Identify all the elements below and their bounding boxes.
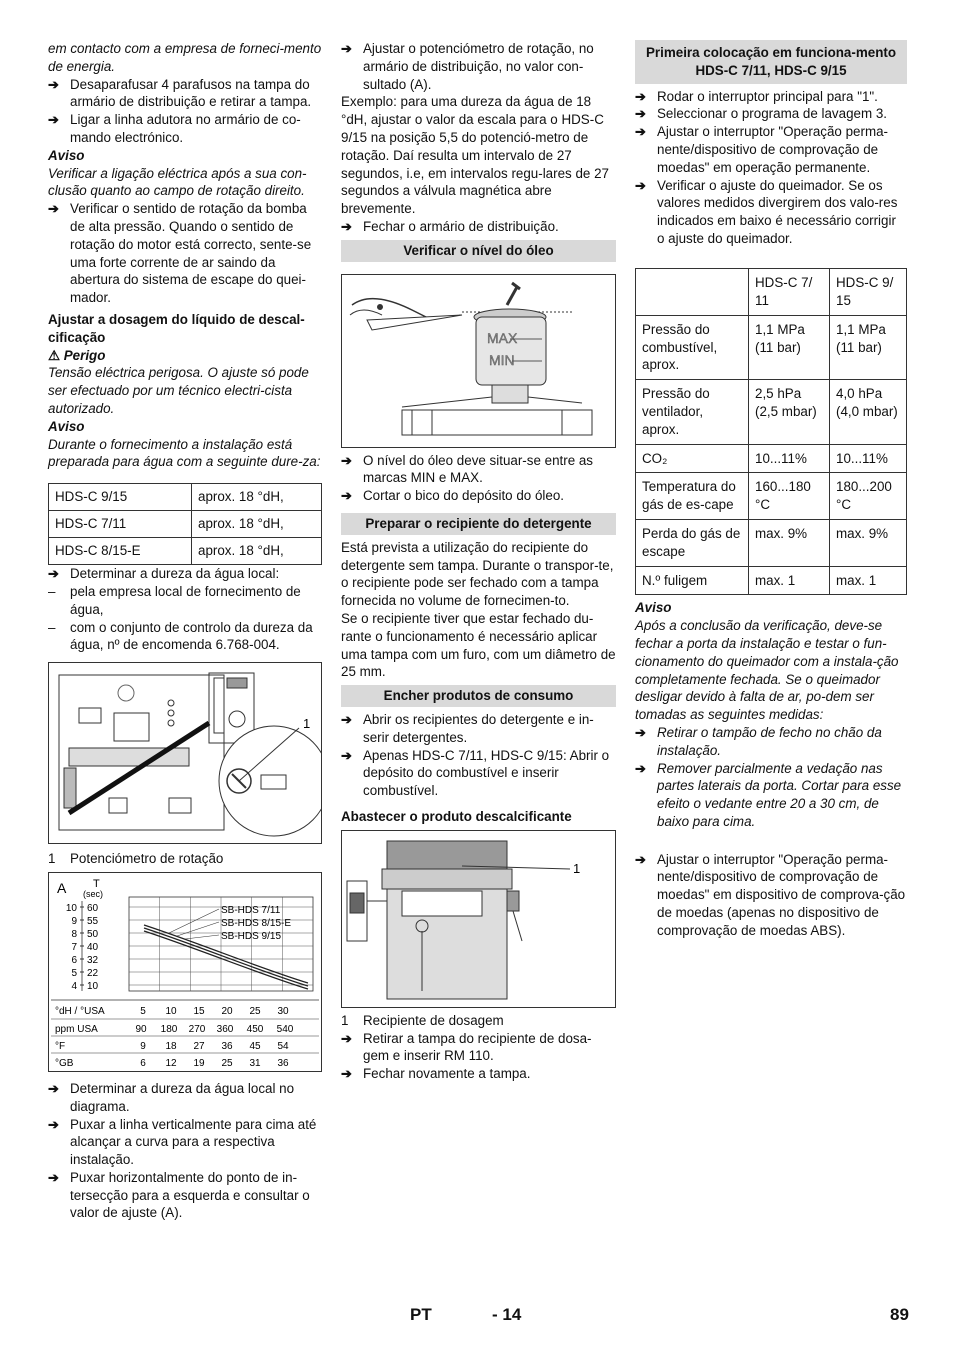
axis-label-a: A bbox=[57, 879, 67, 896]
step-horizontal: ➔ Puxar horizontalmente do ponto de in-tersecção para a esquerda e consultar o valor de ajuste (A). bbox=[48, 1169, 310, 1221]
tick-label-t: 32 bbox=[87, 954, 99, 966]
aviso-text: Após a conclusão da verificação, deve-se fechar a porta da instalação e testar o fun-cionamento do queimador com a instala-ção completamente fechada. Se o queimador desligar devido à falta de ar, po-dem ser tomadas as seguintes medidas: bbox=[635, 618, 899, 723]
legend-label: SB-HDS 8/15-E bbox=[221, 917, 292, 929]
aviso-title: Aviso bbox=[48, 418, 85, 434]
burner-table bbox=[635, 268, 907, 596]
step-vertical: ➔ Puxar a linha verticalmente para cima até alcançar a curva para a respectiva instalação. bbox=[48, 1116, 317, 1168]
tick-label-x: 36 bbox=[277, 1057, 289, 1069]
arrow-icon: ➔ bbox=[341, 711, 352, 727]
tick-label-x: 27 bbox=[193, 1040, 205, 1052]
heading-oil: Verificar o nível do óleo bbox=[341, 240, 616, 262]
arrow-icon: ➔ bbox=[341, 747, 352, 763]
arrow-icon: ➔ bbox=[48, 1169, 59, 1185]
step-rotation: ➔ Verificar o sentido de rotação da bomba de alta pressão. Quando o sentido de rotação do motor está correcto, sente-se uma forte corrente de ar saindo da abertura do sistema de escape do quei-mador. bbox=[48, 201, 312, 306]
tick-label-x: 360 bbox=[216, 1023, 234, 1035]
column-left bbox=[48, 40, 322, 1222]
footer-page-number: 89 bbox=[890, 1305, 909, 1324]
arrow-icon: ➔ bbox=[341, 218, 352, 234]
axis-label-t: T bbox=[93, 877, 100, 890]
step-plug: ➔ Retirar o tampão de fecho no chão da instalação. bbox=[635, 724, 882, 758]
perigo-title: ⚠ Perigo bbox=[48, 347, 106, 363]
tick-label-x: 270 bbox=[188, 1023, 206, 1035]
tick-label-t: 50 bbox=[87, 928, 99, 940]
figure-caption: 1 Recipiente de dosagem bbox=[341, 1012, 504, 1028]
axis-unit: (sec) bbox=[83, 888, 103, 899]
heading-first-use: Primeira colocação em funciona-mento HDS-C 7/11, HDS-C 9/15 bbox=[635, 40, 907, 84]
aviso-text: Verificar a ligação eléctrica após a sua con-clusão quanto ao campo de rotação direito. bbox=[48, 165, 307, 199]
arrow-icon: ➔ bbox=[341, 41, 352, 56]
tick-label-t: 55 bbox=[87, 915, 99, 927]
tick-label-a: 8 bbox=[71, 928, 77, 940]
table-row: Pressão do ventilador, aprox. 2,5 hPa (2,5 mbar) 4,0 hPa (4,0 mbar) bbox=[636, 380, 907, 444]
example-text: Exemplo: para uma dureza da água de 18 °dH, ajustar o valor da escala para o HDS-C 9/15 na posição 5,5 do potenció-metro de rotação. Daí resulta um intervalo de 27 segundos, i.e, em intervalos regu-lares de 27 segundos a válvula magnética abre brevemente. bbox=[341, 94, 609, 217]
table-row: Temperatura do gás de es-cape 160...180 °C 180...200 °C bbox=[636, 473, 907, 520]
tick-label-t: 60 bbox=[87, 902, 99, 914]
arrow-icon: ➔ bbox=[48, 1116, 59, 1132]
table-row: HDS-C 9/15 aprox. 18 °dH, bbox=[49, 484, 322, 511]
tick-label-x: 31 bbox=[249, 1057, 261, 1069]
tick-label-x: 19 bbox=[193, 1057, 205, 1069]
arrow-icon: ➔ bbox=[48, 1080, 59, 1096]
table-row: HDS-C 8/15-E aprox. 18 °dH, bbox=[49, 538, 322, 565]
arrow-icon: ➔ bbox=[635, 724, 646, 740]
legend-label: SB-HDS 9/15 bbox=[221, 930, 282, 942]
min-label: MIN bbox=[489, 351, 515, 368]
step-program: ➔ Seleccionar o programa de lavagem 3. bbox=[635, 106, 888, 122]
table-row: HDS-C 7/11 aprox. 18 °dH, bbox=[49, 511, 322, 538]
list-item: – com o conjunto de controlo da dureza da água, nº de encomenda 6.768-004. bbox=[48, 619, 313, 653]
step-main-switch: ➔ Rodar o interruptor principal para "1". bbox=[635, 88, 878, 104]
step-determine: ➔ Determinar a dureza da água local: bbox=[48, 566, 280, 582]
figure-caption: 1 Potenciómetro de rotação bbox=[48, 851, 224, 867]
step-switch-coin: ➔ Ajustar o interruptor "Operação perma-nente/dispositivo de comprovação de moedas" em dispositivo de comprova-ção de moedas (apenas no dispositivo de comprovação de moedas ABS). bbox=[635, 851, 906, 938]
max-label: MAX bbox=[487, 329, 518, 346]
figure-oil-level bbox=[341, 274, 616, 448]
heading-dosage: Ajustar a dosagem do líquido de descal-cificação bbox=[48, 311, 305, 345]
arrow-icon: ➔ bbox=[48, 566, 59, 582]
arrow-icon: ➔ bbox=[635, 760, 646, 776]
arrow-icon: ➔ bbox=[341, 488, 352, 504]
step-diagram: ➔ Determinar a dureza da água local no diagrama. bbox=[48, 1080, 295, 1114]
tick-label-x: 450 bbox=[246, 1023, 264, 1035]
list-item: – pela empresa local de fornecimento de água, bbox=[48, 583, 301, 617]
tick-label-a: 4 bbox=[71, 980, 77, 992]
column-middle bbox=[341, 40, 616, 1083]
figure-hardness-diagram bbox=[48, 872, 322, 1072]
aviso-title: Aviso bbox=[48, 147, 85, 163]
hardness-table bbox=[48, 483, 322, 565]
tick-label-x: 25 bbox=[249, 1005, 261, 1017]
arrow-icon: ➔ bbox=[635, 851, 646, 867]
footer-language: PT bbox=[410, 1305, 432, 1324]
tick-label-x: 6 bbox=[140, 1057, 146, 1069]
tick-label-a: 5 bbox=[71, 967, 77, 979]
tick-label-x: 15 bbox=[193, 1005, 205, 1017]
step-oil-level: ➔ O nível do óleo deve situar-se entre as marcas MIN e MAX. bbox=[341, 452, 594, 486]
heading-descaler: Abastecer o produto descalcificante bbox=[341, 808, 572, 824]
row-label: °F bbox=[55, 1040, 66, 1052]
row-label: °GB bbox=[55, 1057, 74, 1069]
intro-text: em contacto com a empresa de forneci-mento de energia. bbox=[48, 41, 322, 74]
step-switch-permanent: ➔ Ajustar o interruptor "Operação perma-nente/dispositivo de comprovação de moedas" em operação permanente. bbox=[635, 124, 889, 175]
callout-1: 1 bbox=[573, 860, 581, 876]
arrow-icon: ➔ bbox=[48, 76, 59, 92]
tick-label-x: 90 bbox=[135, 1023, 147, 1035]
tick-label-t: 22 bbox=[87, 967, 99, 979]
perigo-text: Tensão eléctrica perigosa. O ajuste só pode ser efectuado por um técnico electri-cista autorizado. bbox=[48, 365, 309, 416]
tick-label-x: 45 bbox=[249, 1040, 261, 1052]
step-close-cabinet: ➔ Fechar o armário de distribuição. bbox=[341, 218, 559, 234]
tick-label-x: 12 bbox=[165, 1057, 177, 1069]
aviso-title: Aviso bbox=[635, 600, 672, 616]
step-close-lid: ➔ Fechar novamente a tampa. bbox=[341, 1066, 531, 1082]
tick-label-x: 25 bbox=[221, 1057, 233, 1069]
tick-label-x: 54 bbox=[277, 1040, 289, 1052]
arrow-icon: ➔ bbox=[635, 106, 646, 122]
table-row: N.º fuligem max. 1 max. 1 bbox=[636, 566, 907, 595]
arrow-icon: ➔ bbox=[635, 88, 646, 104]
step-unscrew: ➔ Desaparafusar 4 parafusos na tampa do armário de distribuição e retirar a tampa. bbox=[48, 76, 312, 110]
callout-1: 1 bbox=[303, 716, 311, 732]
arrow-icon: ➔ bbox=[341, 452, 352, 468]
heading-detergent: Preparar o recipiente do detergente bbox=[341, 513, 616, 535]
step-fuel: ➔ Apenas HDS-C 7/11, HDS-C 9/15: Abrir o depósito do combustível e inserir combustível. bbox=[341, 747, 610, 799]
tick-label-a: 9 bbox=[71, 915, 77, 927]
figure-dosing-container bbox=[341, 830, 616, 1008]
arrow-icon: ➔ bbox=[48, 112, 59, 128]
tick-label-x: 540 bbox=[276, 1023, 294, 1035]
tick-label-x: 180 bbox=[160, 1023, 178, 1035]
aviso-text: Durante o fornecimento a instalação está preparada para água com a seguinte dure-za: bbox=[48, 436, 321, 470]
step-open: ➔ Abrir os recipientes do detergente e in-serir detergentes. bbox=[341, 711, 594, 745]
tick-label-x: 18 bbox=[165, 1040, 177, 1052]
tick-label-a: 10 bbox=[65, 902, 77, 914]
tick-label-x: 36 bbox=[221, 1040, 233, 1052]
arrow-icon: ➔ bbox=[48, 201, 59, 217]
table-row: Perda do gás de escape max. 9% max. 9% bbox=[636, 519, 907, 566]
step-cut-nozzle: ➔ Cortar o bico do depósito do óleo. bbox=[341, 488, 564, 504]
figure-control-board bbox=[48, 662, 322, 844]
control-board-drawing bbox=[49, 663, 321, 843]
tick-label-x: 30 bbox=[277, 1005, 289, 1017]
footer-page-sub: - 14 bbox=[492, 1305, 522, 1324]
tick-label-x: 5 bbox=[140, 1005, 146, 1017]
step-connect: ➔ Ligar a linha adutora no armário de co-mando electrónico. bbox=[48, 112, 301, 145]
heading-fill: Encher produtos de consumo bbox=[341, 685, 616, 707]
legend-leader bbox=[177, 922, 219, 936]
tick-label-t: 10 bbox=[87, 980, 99, 992]
table-header-row: HDS-C 7/ 11 HDS-C 9/ 15 bbox=[636, 268, 907, 315]
step-burner: ➔ Verificar o ajuste do queimador. Se os valores medidos divergirem dos valo-res indicados em baixo é necessário corrigir o ajuste do queimador. bbox=[635, 177, 898, 246]
table-row: Pressão do combustível, aprox. 1,1 MPa (11 bar) 1,1 MPa (11 bar) bbox=[636, 315, 907, 379]
oil-tank-drawing bbox=[342, 275, 606, 447]
arrow-icon: ➔ bbox=[635, 124, 646, 140]
detergent-paragraph: Se o recipiente tiver que estar fechado du-rante o funcionamento é necessário aplicar uma tampa com um furo, com um diâmetro de 25 mm. bbox=[341, 610, 616, 680]
column-right bbox=[635, 40, 907, 940]
row-label: ppm USA bbox=[55, 1023, 98, 1035]
dosing-container-drawing bbox=[342, 831, 606, 1007]
legend-label: SB-HDS 7/11 bbox=[221, 904, 281, 916]
tick-label-x: 10 bbox=[165, 1005, 177, 1017]
tick-label-x: 20 bbox=[221, 1005, 233, 1017]
step-remove-lid: ➔ Retirar a tampa do recipiente de dosa-gem e inserir RM 110. bbox=[341, 1030, 592, 1064]
step-adjust: ➔ Ajustar o potenciómetro de rotação, no armário de distribuição, no valor con-sultado (A). bbox=[341, 41, 594, 92]
arrow-icon: ➔ bbox=[341, 1066, 352, 1082]
table-row: CO₂ 10...11% 10...11% bbox=[636, 444, 907, 473]
tick-label-a: 6 bbox=[71, 954, 77, 966]
tick-label-a: 7 bbox=[71, 941, 77, 953]
arrow-icon: ➔ bbox=[341, 1030, 352, 1046]
tick-label-t: 40 bbox=[87, 941, 99, 953]
warning-icon: ⚠ bbox=[48, 347, 61, 363]
hardness-chart bbox=[49, 873, 321, 1071]
row-label: °dH / °USA bbox=[55, 1005, 105, 1017]
tick-label-x: 9 bbox=[140, 1040, 146, 1052]
step-seal: ➔ Remover parcialmente a vedação nas partes laterais da porta. Cortar para esse efeito o vedante entre 20 a 30 cm, de baixo para cima. bbox=[635, 760, 902, 829]
legend-leader bbox=[169, 909, 219, 933]
detergent-paragraph: Está prevista a utilização do recipiente do detergente sem tampa. Durante o transpor-te, o recipiente pode ser fechado com a tampa fornecida no volume de fornecimen-to. bbox=[341, 539, 614, 609]
arrow-icon: ➔ bbox=[635, 177, 646, 193]
